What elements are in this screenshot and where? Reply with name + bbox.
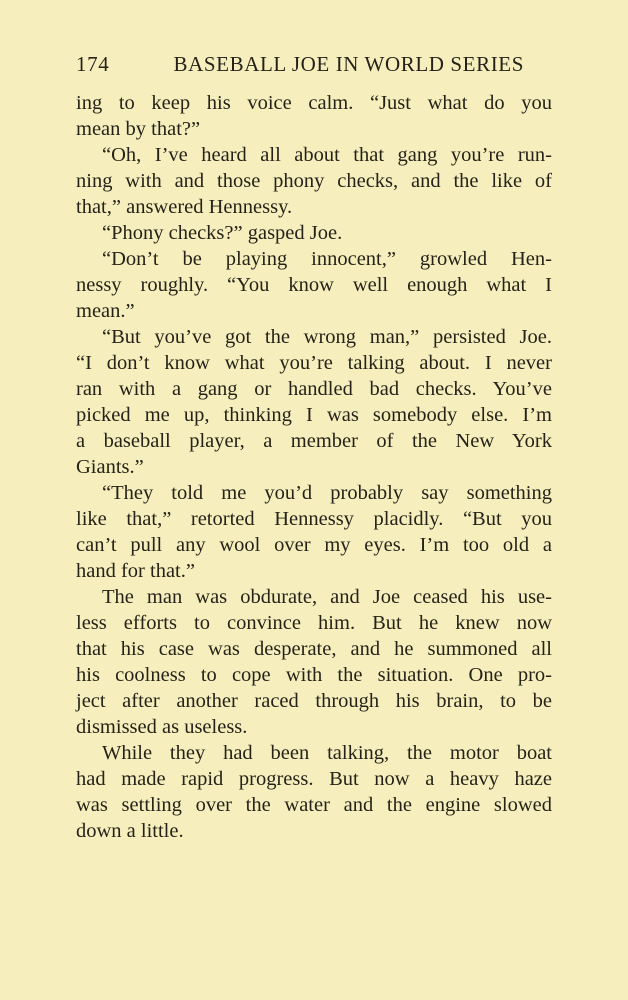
text-line: less efforts to convince him. But he knew now [76,612,552,634]
text-line: a baseball player, a member of the New York [76,430,552,452]
text-line: hand for that.” [76,560,195,582]
text-line: ran with a gang or handled bad checks. You’ve [76,378,552,400]
running-title: BASEBALL JOE IN WORLD SERIES [173,52,524,76]
text-line: dismissed as useless. [76,716,248,738]
text-line: down a little. [76,820,184,842]
text-line: was settling over the water and the engine slowed [76,794,552,816]
text-line: “Oh, I’ve heard all about that gang you’re run- [102,144,552,166]
text-line: can’t pull any wool over my eyes. I’m too old a [76,534,552,556]
text-line: nessy roughly. “You know well enough what I [76,274,552,296]
text-line: The man was obdurate, and Joe ceased his use- [102,586,552,608]
page-header [76,52,524,80]
page-number: 174 [76,52,110,76]
text-line: like that,” retorted Hennessy placidly. “But you [76,508,552,530]
text-line: “Don’t be playing innocent,” growled Hen- [102,248,552,270]
text-line: “Phony checks?” gasped Joe. [102,222,343,244]
text-line: “I don’t know what you’re talking about. I never [76,352,552,374]
text-line: “They told me you’d probably say something [102,482,552,504]
text-line: While they had been talking, the motor boat [102,742,552,764]
text-line: ject after another raced through his brain, to be [76,690,552,712]
text-line: his coolness to cope with the situation. One pro- [76,664,552,686]
text-line: mean by that?” [76,118,201,140]
text-line: had made rapid progress. But now a heavy haze [76,768,552,790]
text-line: “But you’ve got the wrong man,” persisted Joe. [102,326,552,348]
text-line: that his case was desperate, and he summoned all [76,638,552,660]
text-line: mean.” [76,300,135,322]
text-line: ing to keep his voice calm. “Just what do you [76,92,552,114]
text-line: ning with and those phony checks, and the like of [76,170,552,192]
text-line: Giants.” [76,456,144,478]
text-line: picked me up, thinking I was somebody else. I’m [76,404,552,426]
text-line: that,” answered Hennessy. [76,196,293,218]
